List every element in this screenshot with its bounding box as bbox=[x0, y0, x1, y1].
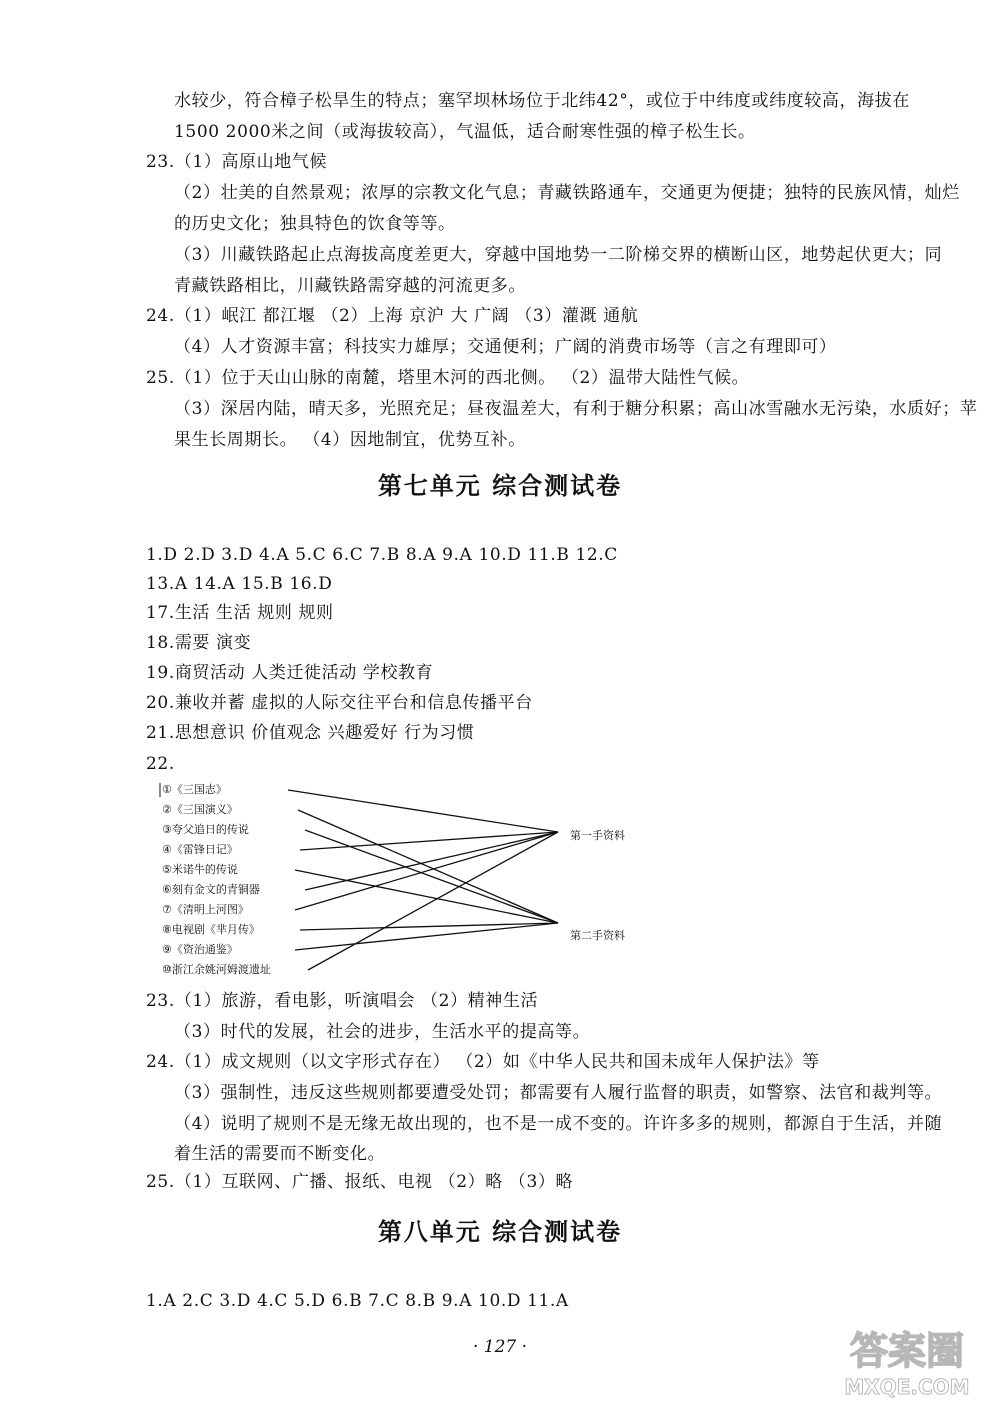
answer-mc-row1: 1.A 2.C 3.D 4.C 5.D 6.B 7.C 8.B 9.A 10.D 11.A bbox=[146, 1291, 569, 1311]
answer-q23-3: （3）时代的发展，社会的进步，生活水平的提高等。 bbox=[174, 1022, 591, 1042]
svg-text:MXQE.COM: MXQE.COM bbox=[844, 1375, 970, 1399]
answer-q23-3: （3）川藏铁路起止点海拔高度差更大，穿越中国地势一二阶梯交界的横断山区，地势起伏更大；同 bbox=[174, 245, 943, 265]
match-line bbox=[300, 832, 558, 850]
answer-q23-2: （2）壮美的自然景观；浓厚的宗教文化气息；青藏铁路通车，交通更为便捷；独特的民族风情，灿烂 bbox=[174, 183, 960, 203]
match-line bbox=[305, 830, 558, 923]
match-line bbox=[308, 832, 558, 970]
answer-q24-1: 24.（1）成文规则（以文字形式存在） （2）如《中华人民共和国未成年人保护法》等 bbox=[146, 1052, 820, 1072]
answer-q22-label: 22. bbox=[146, 754, 175, 774]
match-line bbox=[295, 870, 558, 923]
answer-q18: 18.需要 演变 bbox=[146, 633, 252, 653]
answer-q23-2-cont: 的历史文化；独具特色的饮食等等。 bbox=[174, 214, 456, 234]
match-line bbox=[288, 790, 558, 832]
section-title-unit8: 第八单元 综合测试卷 bbox=[377, 1218, 623, 1246]
match-left-item: ④《雷锋日记》 bbox=[162, 843, 238, 856]
answer-q17: 17.生活 生活 规则 规则 bbox=[146, 603, 334, 623]
answer-q23-1: 23.（1）高原山地气候 bbox=[146, 152, 328, 172]
answer-q24-4-cont: 着生活的需要而不断变化。 bbox=[174, 1144, 386, 1164]
answer-q24-4: （4）人才资源丰富；科技实力雄厚；交通便利；广阔的消费市场等（言之有理即可） bbox=[174, 337, 837, 357]
match-left-item: ②《三国演义》 bbox=[162, 803, 238, 816]
answer-q24-1: 24.（1）岷江 都江堰 （2）上海 京沪 大 广阔 （3）灌溉 通航 bbox=[146, 306, 639, 326]
answer-line: 1500 2000米之间（或海拔较高），气温低，适合耐寒性强的樟子松生长。 bbox=[174, 122, 756, 142]
match-right-item-first-hand: 第一手资料 bbox=[570, 829, 625, 842]
answer-q19: 19.商贸活动 人类迁徙活动 学校教育 bbox=[146, 663, 434, 683]
answer-q23-1: 23.（1）旅游，看电影，听演唱会 （2）精神生活 bbox=[146, 991, 539, 1011]
answer-q23-3-cont: 青藏铁路相比，川藏铁路需穿越的河流更多。 bbox=[174, 276, 526, 296]
section-title-unit7: 第七单元 综合测试卷 bbox=[377, 472, 623, 500]
answer-q24-3: （3）强制性，违反这些规则都要遭受处罚；都需要有人履行监督的职责，如警察、法官和裁判等。 bbox=[174, 1083, 943, 1103]
match-left-item: ⑤米诺牛的传说 bbox=[162, 863, 238, 876]
match-line bbox=[298, 810, 558, 923]
match-left-item: ③夸父追日的传说 bbox=[162, 823, 249, 836]
svg-text:答案圈: 答案圈 bbox=[849, 1329, 965, 1373]
match-line bbox=[295, 832, 558, 910]
answer-q20: 20.兼收并蓄 虚拟的人际交往平台和信息传播平台 bbox=[146, 693, 533, 713]
answer-q25: 25.（1）互联网、广播、报纸、电视 （2）略 （3）略 bbox=[146, 1172, 574, 1192]
answer-q24-4: （4）说明了规则不是无缘无故出现的，也不是一成不变的。许许多多的规则，都源自于生活，并随 bbox=[174, 1114, 943, 1134]
answer-q21: 21.思想意识 价值观念 兴趣爱好 行为习惯 bbox=[146, 723, 475, 743]
match-left-item: ⑦《清明上河图》 bbox=[162, 903, 249, 916]
match-left-item: ⑥刻有金文的青铜器 bbox=[162, 883, 260, 896]
answer-q25-3-cont: 果生长周期长。 （4）因地制宜，优势互补。 bbox=[174, 430, 526, 450]
match-line bbox=[300, 923, 558, 930]
match-left-item: ①《三国志》 bbox=[162, 783, 227, 796]
answer-q25-3: （3）深居内陆，晴天多，光照充足；昼夜温差大，有利于糖分积累；高山冰雪融水无污染，水质好；苹 bbox=[174, 399, 978, 419]
match-right-item-second-hand: 第二手资料 bbox=[570, 929, 625, 942]
match-line bbox=[295, 923, 558, 950]
answer-mc-row2: 13.A 14.A 15.B 16.D bbox=[146, 574, 333, 594]
match-left-item: ⑧电视剧《芈月传》 bbox=[162, 923, 260, 936]
answer-mc-row1: 1.D 2.D 3.D 4.A 5.C 6.C 7.B 8.A 9.A 10.D 11.B 12.C bbox=[146, 545, 618, 565]
match-left-item: ⑩浙江余姚河姆渡遗址 bbox=[162, 963, 271, 976]
watermark-logo bbox=[822, 1320, 992, 1402]
answer-line: 水较少，符合樟子松旱生的特点；塞罕坝林场位于北纬42°，或位于中纬度或纬度较高，海拔在 bbox=[174, 91, 910, 111]
page-number: · 127 · bbox=[472, 1337, 528, 1357]
answer-q25-1: 25.（1）位于天山山脉的南麓，塔里木河的西北侧。 （2）温带大陆性气候。 bbox=[146, 368, 750, 388]
match-left-item: ⑨《资治通鉴》 bbox=[162, 943, 238, 956]
match-line bbox=[305, 832, 558, 890]
